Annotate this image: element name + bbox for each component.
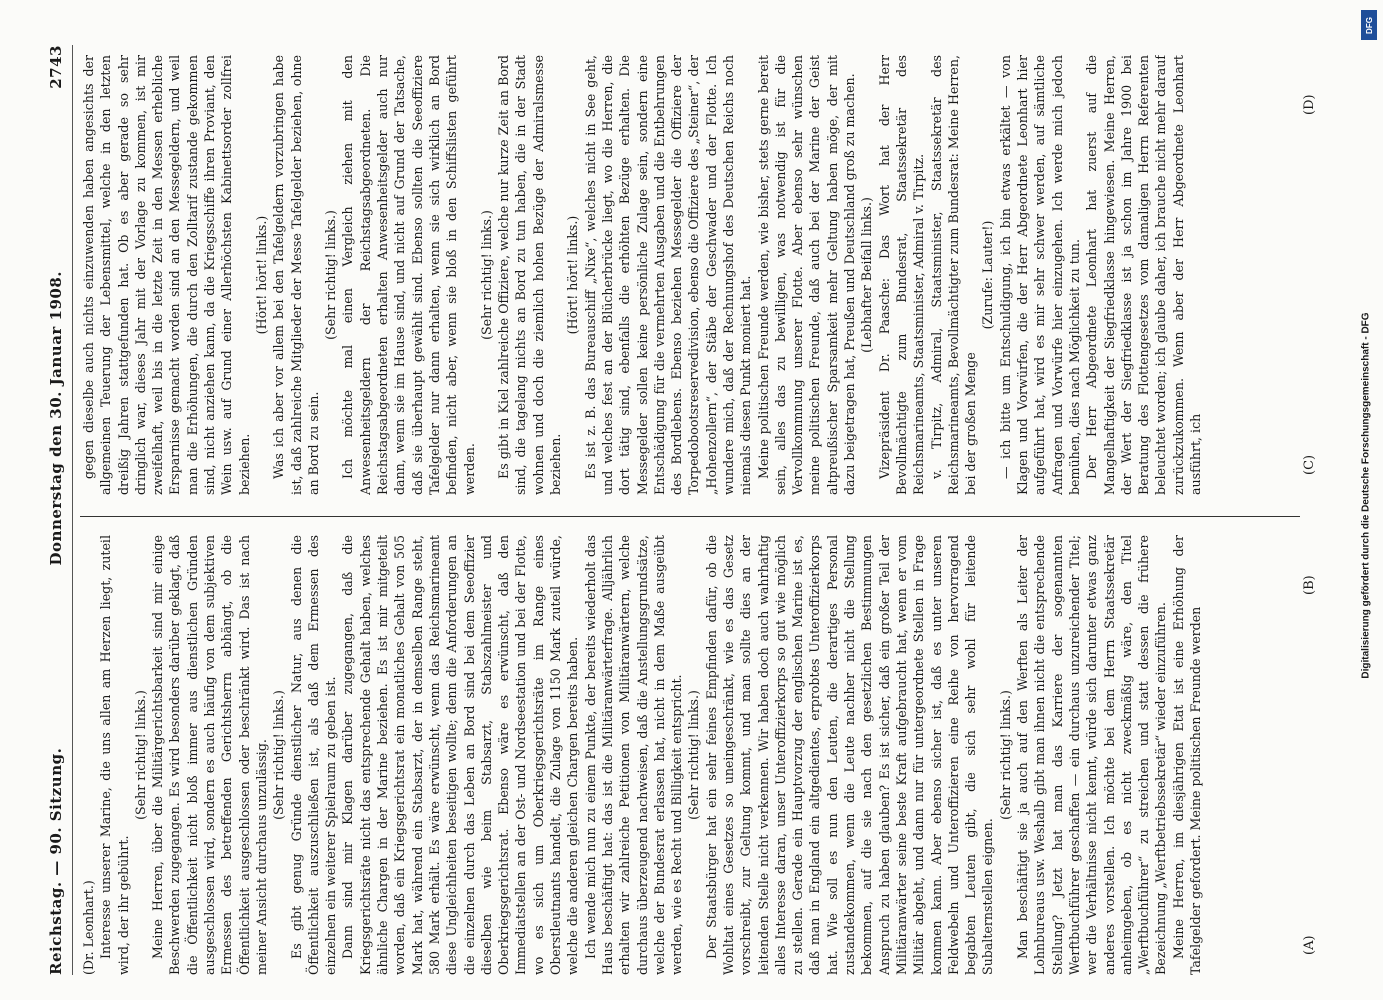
side-note [1361,10,1375,990]
paragraph: (Sehr richtig! links.) [132,690,148,820]
paragraph: Meine Herren, über die Militärgerichtsbarkeit sind mir einige Beschwerden zugegangen. Es wird besonders darüber geklagt, daß die Öffentlichkeit nicht bloß immer aus dienstlichen Gründen ausgeschlossen wird, sondern es auch häufig von dem subjektiven Ermessen des betreffenden Gerichtsherrn abhängt, ob die Öffentlichkeit ausgeschlossen oder beschränkt wird. Das ist nach meiner Ansicht durchaus unzulässig. [150,535,269,975]
paragraph: Der Staatsbürger hat ein sehr feines Empfinden dafür, ob die Wohltat eines Gesetzes so uneingeschränkt, wie es das Gesetz vorschreibt, zur Geltung kommt, und man sollte dies an der leitenden Stelle nicht verkennen. Wir haben doch auch wahrhaftig alles Interesse daran, unser Unteroffizierkorps so gut wie möglich zu stellen. Gerade ein Hauptvorzug der englischen Marine ist es, daß man in England ein altgedientes, erprobtes Unteroffizierkorps hat. Wie soll es nun den Leuten, die derartiges Personal zustandekommen, wenn die Leute nachher nicht die Stellung bekommen, auf die sie nach den gesetzlichen Bestimmungen Anspruch zu haben glauben? Es ist sicher, daß ein großer Teil der Militäranwärter seine beste Kraft aufgebraucht hat, wenn er vom Militär abgeht, und dann nur für untergeordnete Stellen in Frage kommen kann. Aber ebenso sicher ist, daß es unter unseren Feldwebeln und Unteroffizieren eine Reihe von hervorragend begabten Leuten gibt, die sich sehr wohl für leitende Subalternstellen eignen. [703,535,996,975]
paragraph: Meine politischen Freunde werden, wie bisher, stets gerne bereit sein, alles das zu bewilligen, was notwendig ist für die Vervollkommnung unserer Flotte. Aber ebenso sehr wünschen meine politischen Freunde, daß auch bei der Marine der Geist altpreußischer Sparsamkeit mehr Geltung haben möge, der mit dazu beigetragen hat, Preußen und Deutschland groß zu machen. [755,55,858,495]
rotated-page-content [40,45,1330,975]
paragraph: gegen dieselbe auch nichts einzuwenden haben angesichts der allgemeinen Teuerung der Lebensmittel, welche in den letzten dreißig Jahren stattgefunden hat. Ob es aber gerade so sehr dringlich war, dieses Jahr mit der Vorlage zu kommen, ist mir zweifelhaft, weil bis in die letzte Zeit in den Messen erhebliche Ersparnisse gemacht worden sind an den Messegeldern, und weil man die Erhöhungen, die durch den Zolltarif zustande gekommen sind, nicht anziehen kann, da die Kriegsschiffe ihren Proviant, den Wein usw. auf Grund einer Allerhöchsten Kabinettsorder zollfrei beziehen. [81,55,252,495]
paragraph: Der Herr Abgeordnete Leonhart hat zuerst auf die Mangelhaftigkeit der Siegfriedklasse hingewiesen. Meine Herren, der Wert der Siegfriedklasse ist ja schon im Jahre 1900 bei Beratung des Flottengesetzes vom damaligen Herrn Referenten beleuchtet worden; ich glaube daher, ich brauche nicht mehr darauf zurückzukommen. Wenn aber der Herr Abgeordnete Leonhart ausführt, ich [1084,55,1203,495]
paragraph: Es ist z. B. das Bureauschiff „Nixe“, welches nicht in See geht, und welches fest an der Blücherbrücke liegt, wo die Herren, die dort tätig sind, ebenfalls die erhöhten Bezüge erhalten. Die Messegelder sollen keine persönliche Zulage sein, sondern eine Entschädigung für die vermehrten Ausgaben und die Entbehrungen des Bordlebens. Ebenso beziehen Messegelder die Offiziere der Torpedobootsreservedivision, ebenso die Offiziere des „Steiner“, der „Hohenzollern“, der Stäbe der Geschwader und der Flotte. Ich wundere mich, daß der Rechnungshof des Deutschen Reichs noch niemals diesen Punkt moniert hat. [582,55,754,495]
paragraph: (Hört! hört! links.) [253,215,269,335]
page-number: 2743 [47,45,65,89]
left-paragraphs [97,535,1204,975]
dfg-logo-text: DFG [1364,16,1374,34]
paragraph: (Sehr richtig! links.) [997,690,1013,820]
right-column [80,55,1320,495]
side-note-text: Digitalisierung gefördert durch die Deutsche Forschungsgemeinschaft - DFG [1360,312,1372,679]
page-header [40,45,73,975]
paragraph: (Hört! hört! links.) [565,215,581,335]
paragraph: Ich wende mich nun zu einem Punkte, der bereits wiederholt das Haus beschäftigt hat: das ist die Militäranwärterfrage. Alljährlich erhalten wir zahlreiche Petitionen von Militäranwärtern, welche durchaus überzeugend nachweisen, daß die Anstellungsgrundsätze, welche der Bundesrat erlassen hat, nicht in dem Maße ausgeübt werden, wie es Recht und Billigkeit entspricht. [582,535,685,975]
paragraph: (Sehr richtig! links.) [686,690,702,820]
paragraph: Es gibt genug Gründe dienstlicher Natur, aus denen die Öffentlichkeit auszuschließen ist, als daß dem Ermessen des einzelnen ein weiterer Spielraum zu geben ist. [288,535,339,975]
right-paragraphs [80,55,1204,495]
header-left: Reichstag. — 90. Sitzung. [47,747,65,975]
marker-c: (C) [1302,454,1317,475]
header-center: Donnerstag den 30. Januar 1908. [47,270,65,566]
paragraph: Interesse unserer Marine, die uns allen am Herzen liegt, zuteil wird, der ihr gebührt. [98,535,131,975]
paragraph: (Sehr richtig! links.) [271,690,287,820]
paragraph: Dann sind mir Klagen darüber zugegangen, daß die Kriegsgerichtsräte nicht das entsprechende Gehalt haben, welches ähnliche Chargen in der Marine beziehen. Es ist mir mitgeteilt worden, daß ein Kriegsgerichtsrat ein monatliches Gehalt von 505 Mark hat, während ein Stabsarzt, der in demselben Range steht, 580 Mark erhält. Es wäre erwünscht, wenn das Reichsmarineamt diese Ungleichheiten beseitigen wollte; denn die Anforderungen an die einzelnen durch das Leben an Bord sind bei dem Seeoffizier dieselben wie beim Stabsarzt, Stabszahlmeister und Oberkriegsgerichtsrat. Ebenso wäre es erwünscht, daß den Immediatstellen an der Ost- und Nordseestation und bei der Flotte, wo es sich um Oberkriegsgerichtsräte im Range eines Oberstleutnants handelt, die Zulage von 1150 Mark zuteil würde, welche die anderen gleichen Chargen bereits haben. [340,535,581,975]
paragraph: v. Tirpitz, Admiral, Staatsminister, Staatssekretär des Reichsmarineamts, Bevollmächtigter zum Bundesrat: Meine Herren, bei der großen Menge [928,55,979,495]
marker-d: (D) [1302,94,1317,115]
paragraph: Meine Herren, im diesjährigen Etat ist eine Erhöhung der Tafelgelder gefordert. Meine politischen Freunde werden [1170,535,1203,975]
paragraph: Ich möchte mal einen Vergleich ziehen mit den Anwesenheitsgeldern der Reichstagsabgeordneten. Die Reichstagsabgeordneten erhalten Anwesenheitsgelder auch nur dann, wenn sie im Hause sind, und nicht auf Grund der Tatsache, daß sie überhaupt gewählt sind. Ebenso sollten die Seeoffiziere Tafelgelder nur dann erhalten, wenn sie sich wirklich an Bord befinden, nicht aber, wenn sie bloß in den Schiffslisten geführt werden. [340,55,477,495]
column-divider [80,516,1300,517]
paragraph: (Sehr richtig! links.) [323,210,339,340]
marker-b: (B) [1302,575,1317,595]
speaker-reference: (Dr. Leonhart.) [81,880,96,975]
marker-a: (A) [1302,935,1317,955]
paragraph: — ich bitte um Entschuldigung, ich bin etwas erkältet — von Klagen und Vorwürfen, die der Herr Abgeordnete Leonhart hier aufgeführt hat, wird es mir sehr schwer werden, auf sämtliche Anfragen und Vorwürfe hier einzugehen. Ich werde mich jedoch bemühen, dies nach Möglichkeit zu tun. [997,55,1082,495]
paragraph: Es gibt in Kiel zahlreiche Offiziere, welche nur kurze Zeit an Bord sind, die tagelang nichts an Bord zu tun haben, die in der Stadt wohnen und doch die ziemlich hohen Bezüge der Admiralsmesse beziehen. [496,55,564,495]
paragraph: (Lebhafter Beifall links.) [859,197,875,353]
paragraph: (Zurufe: Lauter!) [980,220,996,330]
paragraph: Was ich aber vor allem bei den Tafelgeldern vorzubringen habe ist, daß zahlreiche Mitglieder der Messe Tafelgelder beziehen, ohne an Bord zu sein. [271,55,321,495]
left-column [80,535,1320,975]
paragraph: Man beschäftigt sie ja auch auf den Werften als Leiter der Lohnbureaus usw. Weshalb gibt man ihnen nicht die entsprechende Stellung? Jetzt hat man das Karriere der sogenannten Werftbuchführer geschaffen — ein durchaus unzureichender Titel; wer die Verhältnisse nicht kennt, würde sich darunter etwas ganz anderes vorstellen. Ich möchte bei dem Herrn Staatssekretär anheimgeben, ob es nicht zweckmäßig wäre, den Titel „Werftbuchführer“ zu streichen und statt dessen die frühere Bezeichnung „Werftbetriebssekretär“ wieder einzuführen. [1015,535,1169,975]
paragraph: (Sehr richtig! links.) [478,210,494,340]
paragraph: Vizepräsident Dr. Paasche: Das Wort hat der Herr Bevollmächtigte zum Bundesrat, Staatssekretär des Reichsmarineamts, Staatsminister, Admiral v. Tirpitz. [876,55,927,495]
